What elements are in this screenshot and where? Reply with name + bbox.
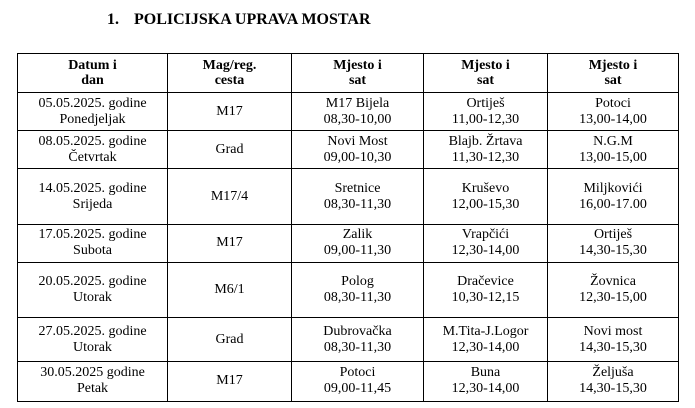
table-row [18, 318, 679, 361]
road-cell: Grad [168, 131, 292, 169]
date-day-cell: 14.05.2025. godine Srijeda [18, 169, 168, 224]
header-place-time-3: Mjesto i sat [548, 54, 679, 93]
place-time-cell: Ortiješ 11,00-12,30 [424, 93, 548, 131]
date-day-cell: 05.05.2025. godine Ponedjeljak [18, 93, 168, 131]
place-time-cell: N.G.M 13,00-15,00 [548, 131, 679, 169]
place-time-cell: Sretnice 08,30-11,30 [292, 169, 424, 224]
place-time-cell: Vrapčići 12,30-14,00 [424, 224, 548, 262]
date-day-cell: 27.05.2025. godine Utorak [18, 318, 168, 361]
place-time-cell: Ortiješ 14,30-15,30 [548, 224, 679, 262]
place-time-cell: Željuša 14,30-15,30 [548, 361, 679, 401]
road-cell: M17 [168, 361, 292, 401]
place-time-cell: Dubrovačka 08,30-11,30 [292, 318, 424, 361]
place-time-cell: Kruševo 12,00-15,30 [424, 169, 548, 224]
place-time-cell: Polog 08,30-11,30 [292, 263, 424, 318]
table-row [18, 169, 679, 224]
road-cell: M17 [168, 93, 292, 131]
place-time-cell: M17 Bijela 08,30-10,00 [292, 93, 424, 131]
place-time-cell: Dračevice 10,30-12,15 [424, 263, 548, 318]
header-place-time-2: Mjesto i sat [424, 54, 548, 93]
place-time-cell: Zalik 09,00-11,30 [292, 224, 424, 262]
table-row [18, 263, 679, 318]
section-heading [107, 11, 371, 29]
date-day-cell: 17.05.2025. godine Subota [18, 224, 168, 262]
place-time-cell: Novi Most 09,00-10,30 [292, 131, 424, 169]
header-road: Mag/reg. cesta [168, 54, 292, 93]
date-day-cell: 08.05.2025. godine Četvrtak [18, 131, 168, 169]
schedule-table [17, 53, 679, 402]
section-number: 1. [107, 11, 119, 28]
table-row [18, 93, 679, 131]
road-cell: M17/4 [168, 169, 292, 224]
place-time-cell: M.Tita-J.Logor 12,30-14,00 [424, 318, 548, 361]
header-row [18, 54, 679, 93]
place-time-cell: Miljkovići 16,00-17.00 [548, 169, 679, 224]
table-row [18, 361, 679, 401]
place-time-cell: Novi most 14,30-15,30 [548, 318, 679, 361]
table-row [18, 224, 679, 262]
section-title: POLICIJSKA UPRAVA MOSTAR [134, 11, 371, 28]
header-date-day: Datum i dan [18, 54, 168, 93]
table-row [18, 131, 679, 169]
place-time-cell: Buna 12,30-14,00 [424, 361, 548, 401]
date-day-cell: 30.05.2025 godine Petak [18, 361, 168, 401]
date-day-cell: 20.05.2025. godine Utorak [18, 263, 168, 318]
road-cell: Grad [168, 318, 292, 361]
place-time-cell: Potoci 13,00-14,00 [548, 93, 679, 131]
place-time-cell: Potoci 09,00-11,45 [292, 361, 424, 401]
place-time-cell: Blajb. Žrtava 11,30-12,30 [424, 131, 548, 169]
road-cell: M17 [168, 224, 292, 262]
header-place-time-1: Mjesto i sat [292, 54, 424, 93]
place-time-cell: Žovnica 12,30-15,00 [548, 263, 679, 318]
road-cell: M6/1 [168, 263, 292, 318]
